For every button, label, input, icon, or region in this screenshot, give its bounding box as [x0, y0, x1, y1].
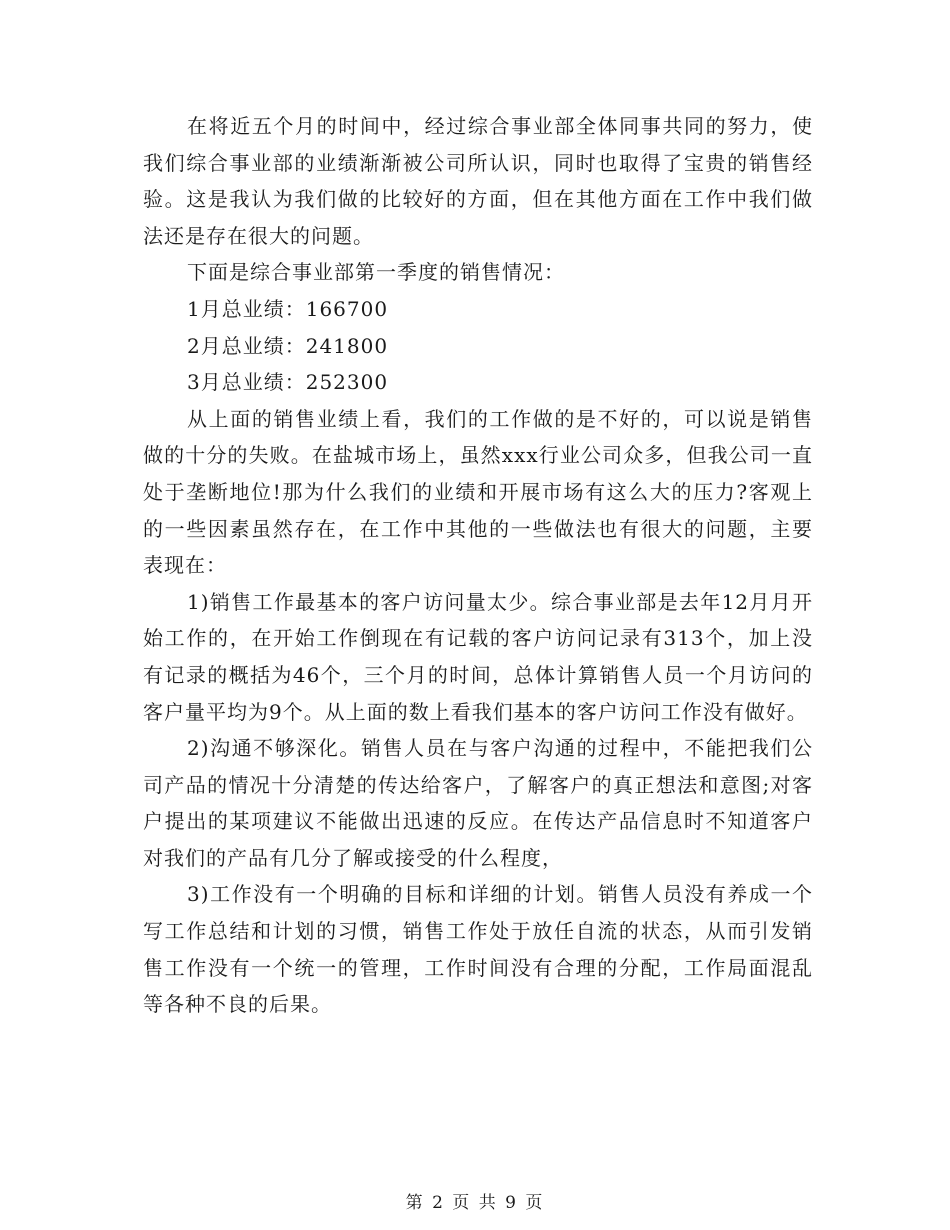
sales-march: 3月总业绩：252300 — [187, 370, 389, 395]
paragraph-issue-1: 1)销售工作最基本的客户访问量太少。综合事业部是去年12月月开始工作的，在开始工作倒现在有记载的客户访问记录有313个，加上没有记录的概括为46个，三个月的时间，总体计算销售人员一个月访问的客户量平均为9个。从上面的数上看我们基本的客户访问工作没有做好。 — [143, 589, 813, 724]
page-number-footer: 第 2 页 共 9 页 — [405, 1193, 545, 1213]
paragraph-analysis: 从上面的销售业绩上看，我们的工作做的是不好的，可以说是销售做的十分的失败。在盐城市场上，虽然xxx行业公司众多，但我公司一直处于垄断地位!那为什么我们的业绩和开展市场有这么大的压力?客观上的一些因素虽然存在，在工作中其他的一些做法也有很大的问题，主要表现在： — [143, 406, 813, 578]
paragraph-issue-2: 2)沟通不够深化。销售人员在与客户沟通的过程中，不能把我们公司产品的情况十分清楚的传达给客户，了解客户的真正想法和意图;对客户提出的某项建议不能做出迅速的反应。在传达产品信息时不知道客户对我们的产品有几分了解或接受的什么程度， — [143, 736, 813, 870]
document-body — [143, 108, 813, 1023]
sales-january: 1月总业绩：166700 — [187, 296, 389, 321]
paragraph-issue-3: 3)工作没有一个明确的目标和详细的计划。销售人员没有养成一个写工作总结和计划的习惯，销售工作处于放任自流的状态，从而引发销售工作没有一个统一的管理，工作时间没有合理的分配，工作局面混乱等各种不良的后果。 — [143, 882, 813, 1017]
sales-february: 2月总业绩：241800 — [187, 333, 389, 358]
paragraph-sales-heading: 下面是综合事业部第一季度的销售情况： — [187, 260, 565, 285]
paragraph-intro: 在将近五个月的时间中，经过综合事业部全体同事共同的努力，使我们综合事业部的业绩渐渐被公司所认识，同时也取得了宝贵的销售经验。这是我认为我们做的比较好的方面，但在其他方面在工作中我们做法还是存在很大的问题。 — [143, 114, 813, 248]
